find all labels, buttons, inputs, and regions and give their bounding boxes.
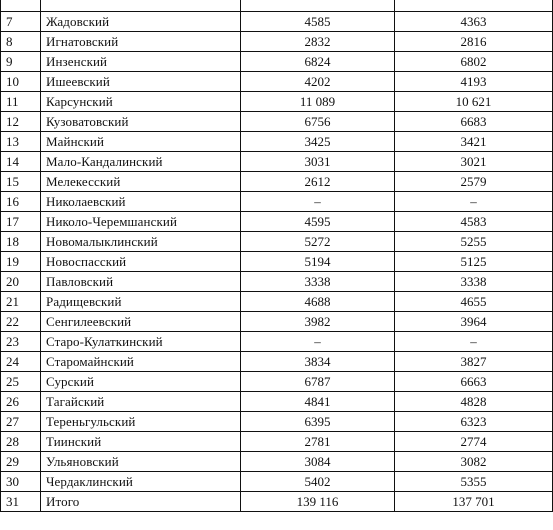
value-column-2-cell	[395, 0, 553, 11]
value-column-1-cell: 139 116	[241, 491, 395, 511]
value-column-2-cell: 6683	[395, 111, 553, 131]
row-number-cell: 10	[1, 71, 41, 91]
table-row	[1, 111, 553, 131]
table-row	[1, 171, 553, 191]
district-name-cell: Сурский	[41, 371, 241, 391]
value-column-1-cell: 4595	[241, 211, 395, 231]
table-row	[1, 371, 553, 391]
row-number-cell: 20	[1, 271, 41, 291]
value-column-2-cell: 5125	[395, 251, 553, 271]
row-number-cell: 21	[1, 291, 41, 311]
value-column-1-cell: 4688	[241, 291, 395, 311]
row-number-cell: 25	[1, 371, 41, 391]
table-row	[1, 431, 553, 451]
table-row	[1, 291, 553, 311]
value-column-2-cell: 3827	[395, 351, 553, 371]
district-name-cell: Чердаклинский	[41, 471, 241, 491]
table-row	[1, 451, 553, 471]
value-column-2-cell: 2579	[395, 171, 553, 191]
value-column-2-cell: 4828	[395, 391, 553, 411]
row-number-cell: 8	[1, 31, 41, 51]
table-row	[1, 351, 553, 371]
row-number-cell: 7	[1, 11, 41, 31]
district-name-cell: Сенгилеевский	[41, 311, 241, 331]
value-column-2-cell: 6663	[395, 371, 553, 391]
value-column-1-cell	[241, 0, 395, 11]
row-number-cell: 26	[1, 391, 41, 411]
row-number-cell: 13	[1, 131, 41, 151]
row-number-cell: 27	[1, 411, 41, 431]
value-column-2-cell: 4583	[395, 211, 553, 231]
table-row	[1, 311, 553, 331]
value-column-1-cell: 5402	[241, 471, 395, 491]
value-column-2-cell: 6802	[395, 51, 553, 71]
row-number-cell: 24	[1, 351, 41, 371]
row-number-cell: 12	[1, 111, 41, 131]
district-name-cell: Мелекесский	[41, 171, 241, 191]
district-name-cell: Новоспасский	[41, 251, 241, 271]
table-row	[1, 211, 553, 231]
value-column-1-cell: 4202	[241, 71, 395, 91]
value-column-1-cell: 3338	[241, 271, 395, 291]
row-number-cell: 19	[1, 251, 41, 271]
value-column-2-cell: 2774	[395, 431, 553, 451]
value-column-1-cell: 3425	[241, 131, 395, 151]
row-number-cell: 17	[1, 211, 41, 231]
row-number-cell: 31	[1, 491, 41, 511]
value-column-1-cell: 3834	[241, 351, 395, 371]
row-number-cell: 30	[1, 471, 41, 491]
value-column-1-cell: 11 089	[241, 91, 395, 111]
value-column-2-cell: 10 621	[395, 91, 553, 111]
table-row	[1, 0, 553, 11]
value-column-2-cell: 6323	[395, 411, 553, 431]
value-column-1-cell: 4585	[241, 11, 395, 31]
value-column-1-cell: 6395	[241, 411, 395, 431]
row-number-cell: 18	[1, 231, 41, 251]
district-name-cell: Старомайнский	[41, 351, 241, 371]
table-row	[1, 271, 553, 291]
table-row	[1, 391, 553, 411]
district-name-cell: Карсунский	[41, 91, 241, 111]
value-column-1-cell: 2832	[241, 31, 395, 51]
row-number-cell: 14	[1, 151, 41, 171]
value-column-1-cell: 6824	[241, 51, 395, 71]
row-number-cell: 11	[1, 91, 41, 111]
value-column-2-cell: 3421	[395, 131, 553, 151]
value-column-2-cell: 5255	[395, 231, 553, 251]
table-row	[1, 331, 553, 351]
district-name-cell: Майнский	[41, 131, 241, 151]
value-column-2-cell: –	[395, 331, 553, 351]
value-column-1-cell: 2612	[241, 171, 395, 191]
table-body	[1, 0, 553, 511]
table-row	[1, 31, 553, 51]
district-name-cell: Тереньгульский	[41, 411, 241, 431]
district-name-cell: Инзенский	[41, 51, 241, 71]
table-row	[1, 71, 553, 91]
table-row	[1, 231, 553, 251]
table-row	[1, 11, 553, 31]
value-column-2-cell: 4363	[395, 11, 553, 31]
district-name-cell: Старо-Кулаткинский	[41, 331, 241, 351]
value-column-2-cell: 137 701	[395, 491, 553, 511]
value-column-1-cell: 3031	[241, 151, 395, 171]
row-number-cell: 9	[1, 51, 41, 71]
table-row	[1, 411, 553, 431]
value-column-1-cell: 5272	[241, 231, 395, 251]
district-name-cell: Радищевский	[41, 291, 241, 311]
table-row	[1, 491, 553, 511]
row-number-cell: 23	[1, 331, 41, 351]
value-column-1-cell: –	[241, 331, 395, 351]
row-number-cell	[1, 0, 41, 11]
district-name-cell: Ульяновский	[41, 451, 241, 471]
row-number-cell: 16	[1, 191, 41, 211]
district-name-cell	[41, 0, 241, 11]
row-number-cell: 29	[1, 451, 41, 471]
table-row	[1, 471, 553, 491]
row-number-cell: 22	[1, 311, 41, 331]
table-row	[1, 191, 553, 211]
value-column-1-cell: 6756	[241, 111, 395, 131]
district-name-cell: Ишеевский	[41, 71, 241, 91]
district-name-cell: Мало-Кандалинский	[41, 151, 241, 171]
value-column-1-cell: 2781	[241, 431, 395, 451]
value-column-2-cell: –	[395, 191, 553, 211]
value-column-2-cell: 5355	[395, 471, 553, 491]
value-column-1-cell: 5194	[241, 251, 395, 271]
value-column-2-cell: 3338	[395, 271, 553, 291]
value-column-2-cell: 3021	[395, 151, 553, 171]
district-name-cell: Итого	[41, 491, 241, 511]
district-name-cell: Новомалыклинский	[41, 231, 241, 251]
value-column-2-cell: 4655	[395, 291, 553, 311]
value-column-1-cell: 6787	[241, 371, 395, 391]
table-row	[1, 91, 553, 111]
value-column-2-cell: 2816	[395, 31, 553, 51]
value-column-1-cell: 4841	[241, 391, 395, 411]
row-number-cell: 15	[1, 171, 41, 191]
row-number-cell: 28	[1, 431, 41, 451]
district-name-cell: Игнатовский	[41, 31, 241, 51]
district-name-cell: Николо-Черемшанский	[41, 211, 241, 231]
table-row	[1, 131, 553, 151]
value-column-1-cell: 3982	[241, 311, 395, 331]
value-column-1-cell: 3084	[241, 451, 395, 471]
value-column-2-cell: 4193	[395, 71, 553, 91]
district-name-cell: Кузоватовский	[41, 111, 241, 131]
table-row	[1, 251, 553, 271]
district-name-cell: Тиинский	[41, 431, 241, 451]
district-name-cell: Николаевский	[41, 191, 241, 211]
value-column-2-cell: 3082	[395, 451, 553, 471]
table-row	[1, 151, 553, 171]
district-name-cell: Тагайский	[41, 391, 241, 411]
district-name-cell: Жадовский	[41, 11, 241, 31]
value-column-2-cell: 3964	[395, 311, 553, 331]
district-name-cell: Павловский	[41, 271, 241, 291]
table-row	[1, 51, 553, 71]
value-column-1-cell: –	[241, 191, 395, 211]
